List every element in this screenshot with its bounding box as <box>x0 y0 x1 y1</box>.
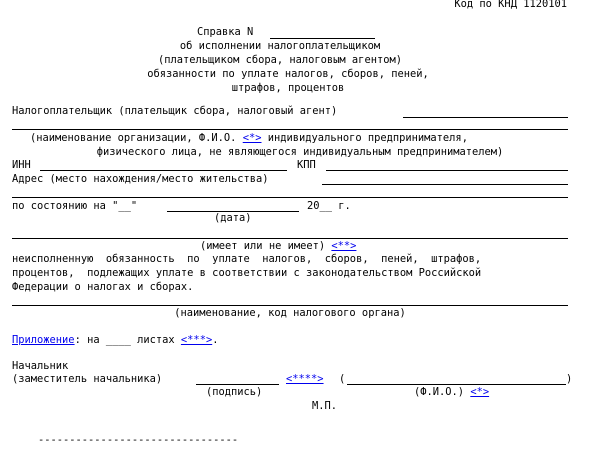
taxpayer-hint-b: индивидуального предпринимателя, <box>267 132 468 144</box>
signature-hint: (подпись) <box>206 386 263 398</box>
taxpayer-name-field-2[interactable] <box>12 119 568 130</box>
taxpayer-hint-line-2: физического лица, не являющегося индивидуальным предпринимателем) <box>96 146 504 158</box>
tax-authority-hint: (наименование, код налогового органа) <box>174 307 406 319</box>
obligation-text-1: неисполненную обязанность по уплате налогов, сборов, пеней, штрафов, <box>12 253 482 265</box>
chief-label: Начальник <box>12 360 69 372</box>
year-label: 20__ г. <box>307 200 351 212</box>
fio-close-paren: ) <box>566 373 573 385</box>
taxpayer-hint-a: (наименование организации, Ф.И.О. <box>30 132 237 144</box>
title-line-5: штрафов, процентов <box>231 82 345 94</box>
taxpayer-name-field[interactable] <box>403 107 568 118</box>
fio-hint <box>414 387 489 397</box>
inn-field[interactable] <box>40 160 287 171</box>
appendix-sheets-field[interactable]: ____ <box>105 334 131 346</box>
date-hint: (дата) <box>214 212 252 224</box>
has-hint-text: (имеет или не имеет) <box>200 240 326 252</box>
footnote-1b-link[interactable]: <*> <box>470 386 490 398</box>
address-field[interactable] <box>322 174 568 185</box>
deputy-chief-label: (заместитель начальника) <box>12 373 163 385</box>
appendix-link[interactable]: Приложение <box>12 334 75 346</box>
as-of-label: по состоянию на "__" <box>12 200 138 212</box>
address-field-2[interactable] <box>12 187 568 198</box>
footnote-4-link[interactable]: <****> <box>286 373 324 385</box>
knd-code: Код по КНД 1120101 <box>454 0 567 10</box>
signature-field[interactable] <box>196 374 279 385</box>
title-line-1: Справка N <box>197 26 254 38</box>
stamp-label: М.П. <box>312 400 338 412</box>
footnote-separator: -------------------------------- <box>38 434 239 446</box>
taxpayer-hint <box>30 133 468 143</box>
appendix-dot: . <box>212 334 219 346</box>
obligation-text-2: процентов, подлежащих уплате в соответствии с законодательством Российской <box>12 267 482 279</box>
fio-open-paren: ( <box>339 373 346 385</box>
has-obligation-field[interactable] <box>12 228 568 239</box>
title-line-3: (плательщиком сбора, налоговым агентом) <box>158 54 402 66</box>
inn-label: ИНН <box>12 159 31 171</box>
kpp-field[interactable] <box>326 160 568 171</box>
kpp-label: КПП <box>297 159 316 171</box>
taxpayer-label: Налогоплательщик (плательщик сбора, налоговый агент) <box>12 105 338 117</box>
footnote-2-link[interactable]: <**> <box>331 240 357 252</box>
title-line-2: об исполнении налогоплательщиком <box>179 40 381 52</box>
title-line-4: обязанности по уплате налогов, сборов, пеней, <box>147 68 429 80</box>
appendix-text-a: : на <box>74 334 106 346</box>
has-hint <box>200 241 356 251</box>
footnote-3-link[interactable]: <***> <box>180 334 213 346</box>
obligation-text-3: Федерации о налогах и сборах. <box>12 281 194 293</box>
footnote-1-link[interactable]: <*> <box>242 132 262 144</box>
tax-authority-field[interactable] <box>12 295 568 306</box>
address-label: Адрес (место нахождения/место жительства) <box>12 173 269 185</box>
fio-hint-text: (Ф.И.О.) <box>414 386 465 398</box>
fio-field[interactable] <box>347 374 566 385</box>
date-month-field[interactable] <box>167 201 299 212</box>
appendix-line <box>12 335 218 345</box>
appendix-text-b: листах <box>130 334 181 346</box>
certificate-number-field[interactable] <box>270 28 375 39</box>
